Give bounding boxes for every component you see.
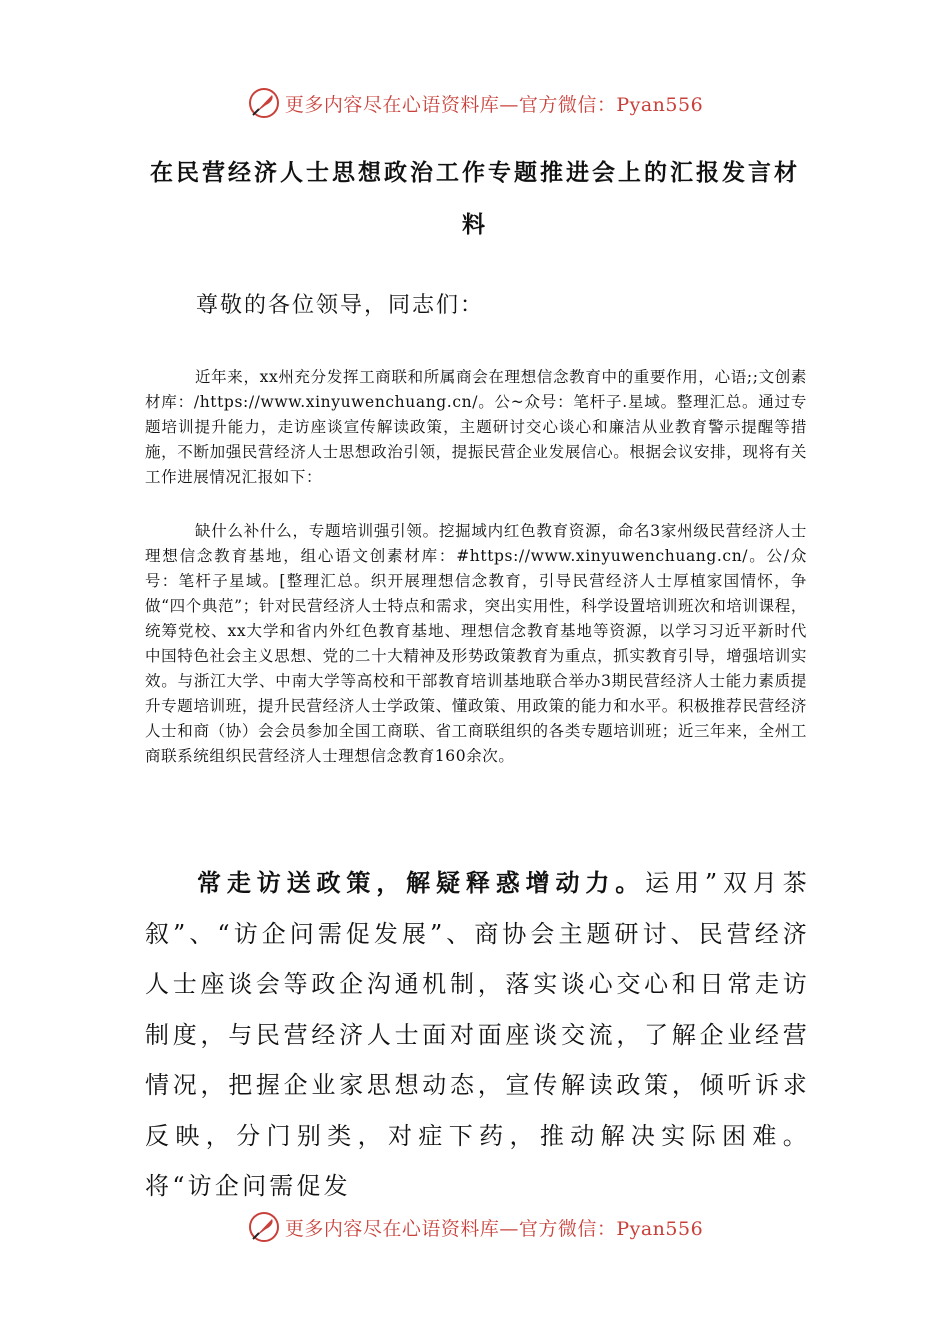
intro-paragraph: 近年来，xx州充分发挥工商联和所属商会在理想信念教育中的重要作用，心语;;文创素材库：/https://www.xinyuwenchuang.cn/。公~众号：笔杆子.星域。整理汇总。通过专题培训提升能力，走访座谈宣传解读政策，主题研讨交心谈心和廉洁从业教育警示提醒等措施，不断加强民营经济人士思想政治引领，提振民营企业发展信心。根据会议安排，现将有关工作进展情况汇报如下： bbox=[145, 368, 807, 486]
footer-banner bbox=[0, 1207, 950, 1247]
section-body: 运用”双月茶叙”、“访企问需促发展”、商协会主题研讨、民营经济人士座谈会等政企沟通机制，落实谈心交心和日常走访制度，与民营经济人士面对面座谈交流，了解企业经营情况，把握企业家思想动态，宣传解读政策，倾听诉求反映，分门别类，对症下药，推动解决实际困难。将“访企问需促发 bbox=[145, 869, 810, 1200]
section-lead: 常走访送政策，解疑释惑增动力。 bbox=[197, 868, 646, 897]
quill-logo-icon bbox=[247, 86, 281, 120]
header-banner bbox=[0, 83, 950, 123]
salutation: 尊敬的各位领导，同志们： bbox=[196, 293, 485, 318]
document-title: 在民营经济人士思想政治工作专题推进会上的汇报发言材料 bbox=[150, 159, 800, 238]
quill-logo-icon bbox=[247, 1210, 281, 1244]
banner-text: 更多内容尽在心语资料库—官方微信：Pyan556 bbox=[284, 93, 704, 116]
banner-text: 更多内容尽在心语资料库—官方微信：Pyan556 bbox=[284, 1217, 704, 1240]
training-paragraph: 缺什么补什么，专题培训强引领。挖掘域内红色教育资源，命名3家州级民营经济人士理想信念教育基地，组心语文创素材库：#https://www.xinyuwenchuang.cn/。公/众号：笔杆子星域。[整理汇总。织开展理想信念教育，引导民营经济人士厚植家国情怀，争做“四个典范”；针对民营经济人士特点和需求，突出实用性，科学设置培训班次和培训课程，统筹党校、xx大学和省内外红色教育基地、理想信念教育基地等资源，以学习习近平新时代中国特色社会主义思想、党的二十大精神及形势政策教育为重点，抓实教育引导，增强培训实效。与浙江大学、中南大学等高校和干部教育培训基地联合举办3期民营经济人士能力素质提升专题培训班，提升民营经济人士学政策、懂政策、用政策的能力和水平。积极推荐民营经济人士和商（协）会会员参加全国工商联、省工商联组织的各类专题培训班；近三年来，全州工商联系统组织民营经济人士理想信念教育160余次。 bbox=[145, 522, 807, 765]
banner-contact: Pyan556 bbox=[616, 93, 704, 116]
banner-contact: Pyan556 bbox=[616, 1217, 704, 1240]
visit-policy-paragraph bbox=[145, 858, 810, 1212]
